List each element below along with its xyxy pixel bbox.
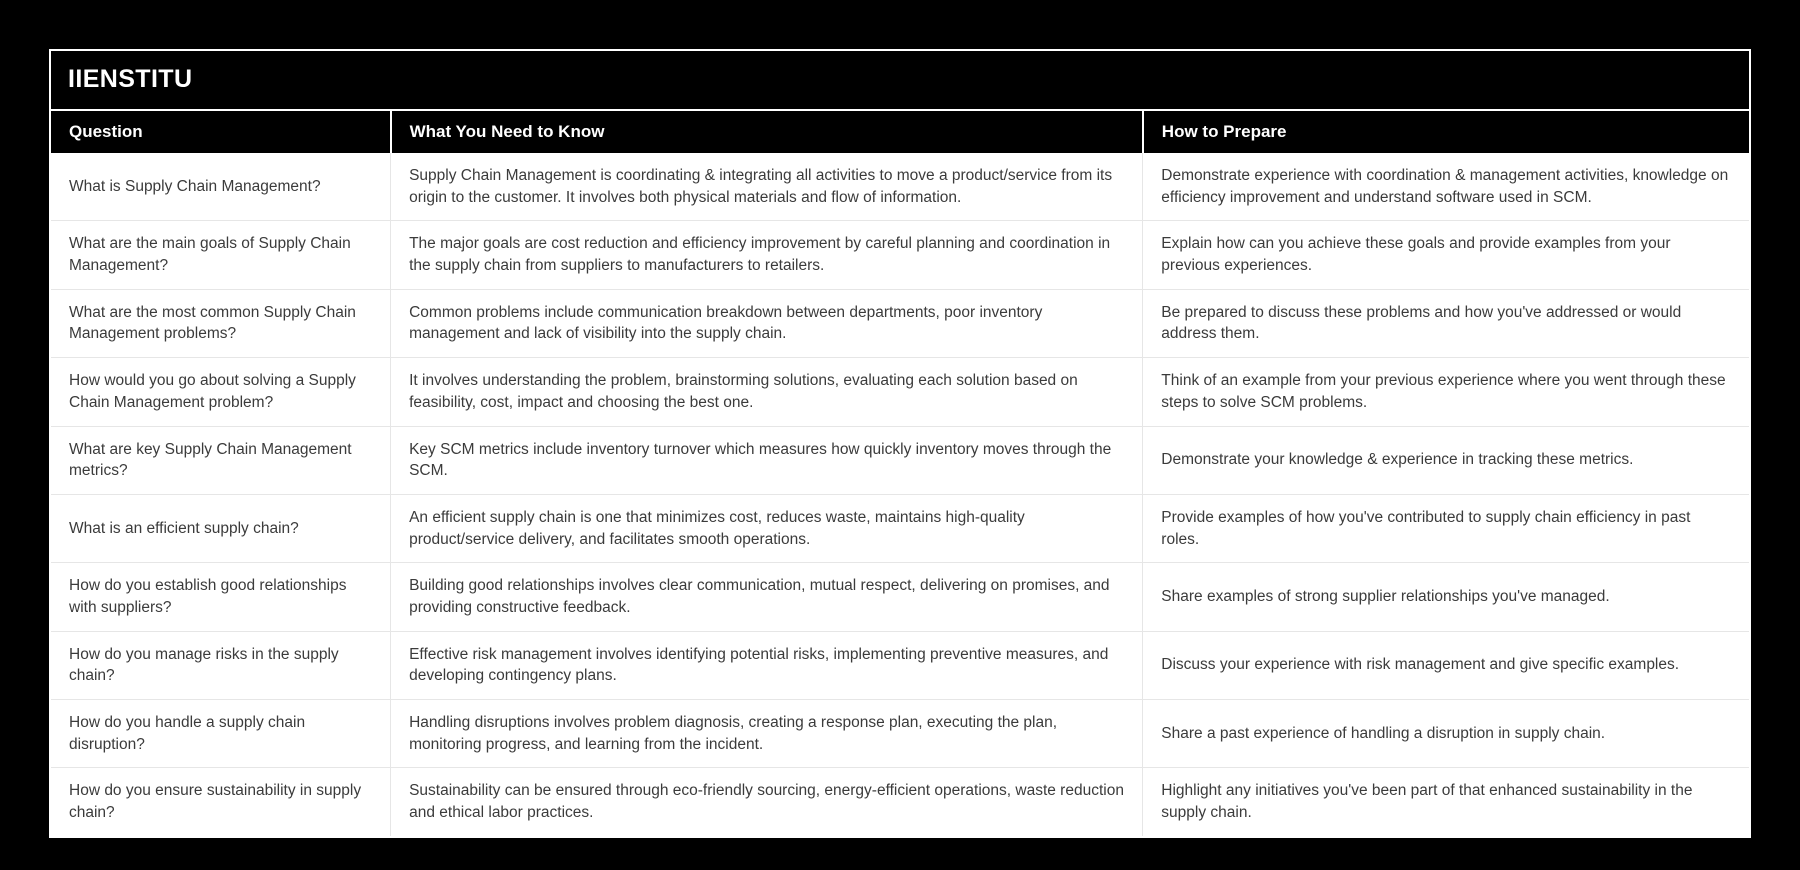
prepare-cell: Highlight any initiatives you've been part of that enhanced sustainability in the supply chain. <box>1143 768 1749 836</box>
know-cell: An efficient supply chain is one that minimizes cost, reduces waste, maintains high-quality product/service delivery, and facilitates smooth operations. <box>391 494 1143 562</box>
know-cell: Effective risk management involves identifying potential risks, implementing preventive measures, and developing contingency plans. <box>391 631 1143 699</box>
column-header-question: Question <box>51 111 391 153</box>
prepare-cell: Demonstrate experience with coordination & management activities, knowledge on efficiency improvement and understand software used in SCM. <box>1143 153 1749 221</box>
qa-table <box>51 111 1749 836</box>
prepare-cell: Provide examples of how you've contributed to supply chain efficiency in past roles. <box>1143 494 1749 562</box>
know-cell: Sustainability can be ensured through eco-friendly sourcing, energy-efficient operations, waste reduction and ethical labor practices. <box>391 768 1143 836</box>
prepare-cell: Be prepared to discuss these problems and how you've addressed or would address them. <box>1143 289 1749 357</box>
header-row <box>51 111 1749 153</box>
table-row <box>51 289 1749 357</box>
know-cell: Handling disruptions involves problem diagnosis, creating a response plan, executing the plan, monitoring progress, and learning from the incident. <box>391 700 1143 768</box>
question-cell: What are key Supply Chain Management metrics? <box>51 426 391 494</box>
column-header-know: What You Need to Know <box>391 111 1143 153</box>
question-cell: What is Supply Chain Management? <box>69 177 321 195</box>
prepare-cell: Explain how can you achieve these goals and provide examples from your previous experiences. <box>1143 221 1749 289</box>
table-row <box>51 700 1749 768</box>
prepare-cell: Discuss your experience with risk management and give specific examples. <box>1143 631 1749 699</box>
table-row <box>51 631 1749 699</box>
table-row <box>51 563 1749 631</box>
know-cell: Supply Chain Management is coordinating & integrating all activities to move a product/service from its origin to the customer. It involves both physical materials and flow of information. <box>391 153 1143 221</box>
table-row <box>51 358 1749 426</box>
question-cell: How do you establish good relationships with suppliers? <box>51 563 391 631</box>
prepare-cell: Demonstrate your knowledge & experience in tracking these metrics. <box>1143 426 1749 494</box>
prepare-cell: Share examples of strong supplier relationships you've managed. <box>1143 563 1749 631</box>
know-cell: The major goals are cost reduction and efficiency improvement by careful planning and coordination in the supply chain from suppliers to manufacturers to retailers. <box>391 221 1143 289</box>
know-cell: It involves understanding the problem, brainstorming solutions, evaluating each solution based on feasibility, cost, impact and choosing the best one. <box>391 358 1143 426</box>
table-row <box>51 153 1749 221</box>
question-cell: What are the main goals of Supply Chain Management? <box>51 221 391 289</box>
prepare-cell: Share a past experience of handling a disruption in supply chain. <box>1143 700 1749 768</box>
question-cell: How would you go about solving a Supply Chain Management problem? <box>51 358 391 426</box>
table-body <box>51 153 1749 836</box>
know-cell: Key SCM metrics include inventory turnover which measures how quickly inventory moves through the SCM. <box>391 426 1143 494</box>
table-row <box>51 768 1749 836</box>
table-row <box>51 426 1749 494</box>
table-row <box>51 494 1749 562</box>
table-header <box>51 111 1749 153</box>
table-card <box>49 49 1751 838</box>
question-cell: How do you handle a supply chain disruption? <box>51 700 391 768</box>
prepare-cell: Think of an example from your previous experience where you went through these steps to solve SCM problems. <box>1143 358 1749 426</box>
question-cell: How do you manage risks in the supply chain? <box>51 631 391 699</box>
table-row <box>51 221 1749 289</box>
page-title: IIENSTITU <box>51 51 1749 111</box>
column-header-prepare: How to Prepare <box>1143 111 1749 153</box>
question-cell: What is an efficient supply chain? <box>51 494 391 562</box>
know-cell: Building good relationships involves clear communication, mutual respect, delivering on promises, and providing constructive feedback. <box>391 563 1143 631</box>
question-cell: What are the most common Supply Chain Management problems? <box>51 289 391 357</box>
know-cell: Common problems include communication breakdown between departments, poor inventory management and lack of visibility into the supply chain. <box>391 289 1143 357</box>
question-cell: How do you ensure sustainability in supply chain? <box>51 768 391 836</box>
